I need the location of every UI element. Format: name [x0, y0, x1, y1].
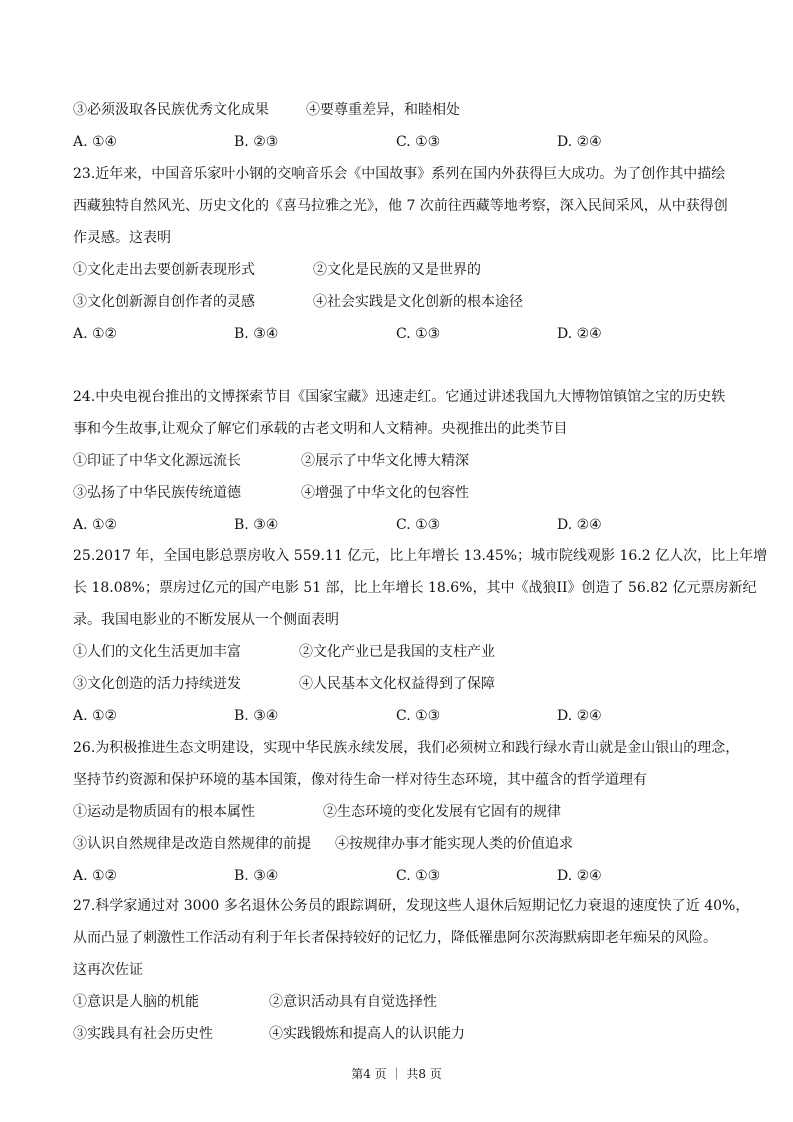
choice-b: B. ②③ [234, 134, 279, 150]
choice-b: B. ③④ [234, 868, 279, 884]
option-4: ④实践锻炼和提高人的认识能力 [269, 1026, 465, 1042]
choice-a: A. ①④ [73, 134, 118, 150]
question-23-line-2: 西藏独特自然风光、历史文化的《喜马拉雅之光》，他 7 次前往西藏等地考察，深入民间采风，从中获得创 [73, 198, 728, 214]
option-3: ③文化创新源自创作者的灵感 [73, 294, 255, 310]
question-25-line-3: 录。我国电影业的不断发展从一个侧面表明 [73, 612, 339, 628]
option-3: ③文化创造的活力持续迸发 [73, 676, 241, 692]
choice-a: A. ①② [73, 868, 118, 884]
choice-c: C. ①③ [396, 868, 441, 884]
question-23-line-3: 作灵感。这表明 [73, 230, 171, 246]
choice-d: D. ②④ [557, 868, 602, 884]
choice-d: D. ②④ [557, 517, 602, 533]
choice-d: D. ②④ [557, 326, 602, 342]
choice-c: C. ①③ [396, 517, 441, 533]
option-2: ②文化是民族的又是世界的 [313, 262, 481, 278]
question-27-line-1: 27.科学家通过对 3000 多名退休公务员的跟踪调研，发现这些人退休后短期记忆力衰退的速度快了近 40%， [73, 898, 750, 914]
option-4: ④人民基本文化权益得到了保障 [299, 676, 495, 692]
question-25-line-1: 25.2017 年，全国电影总票房收入 559.11 亿元，比上年增长 13.45%；城市院线观影 16.2 亿人次，比上年增 [73, 548, 768, 564]
option-1: ①印证了中华文化源远流长 [73, 453, 241, 469]
choice-c: C. ①③ [396, 708, 441, 724]
question-27-line-3: 这再次佐证 [73, 962, 143, 978]
option-3: ③实践具有社会历史性 [73, 1026, 213, 1042]
question-26-line-2: 坚持节约资源和保护环境的基本国策，像对待生命一样对待生态环境，其中蕴含的哲学道理有 [73, 772, 647, 788]
option-1: ①意识是人脑的机能 [73, 994, 199, 1010]
question-26-line-1: 26.为积极推进生态文明建设，实现中华民族永续发展，我们必须树立和践行绿水青山就是金山银山的理念， [73, 740, 740, 756]
choice-a: A. ①② [73, 326, 118, 342]
choice-c: C. ①③ [396, 326, 441, 342]
option-2: ②展示了中华文化博大精深 [301, 453, 469, 469]
option-3: ③弘扬了中华民族传统道德 [73, 485, 241, 501]
choice-d: D. ②④ [557, 134, 602, 150]
choice-a: A. ①② [73, 708, 118, 724]
option-4: ④要尊重差异，和睦相处 [306, 102, 460, 118]
choice-b: B. ③④ [234, 708, 279, 724]
choice-b: B. ③④ [234, 326, 279, 342]
option-4: ④增强了中华文化的包容性 [301, 485, 469, 501]
choice-c: C. ①③ [396, 134, 441, 150]
option-1: ①人们的文化生活更加丰富 [73, 644, 241, 660]
option-2: ②意识活动具有自觉选择性 [269, 994, 437, 1010]
option-3: ③必须汲取各民族优秀文化成果 [73, 102, 269, 118]
option-3: ③认识自然规律是改造自然规律的前提 [73, 836, 311, 852]
question-27-line-2: 从而凸显了刺激性工作活动有利于年长者保持较好的记忆力，降低罹患阿尔茨海默病即老年痴呆的风险。 [73, 930, 717, 946]
choice-d: D. ②④ [557, 708, 602, 724]
option-4: ④按规律办事才能实现人类的价值追求 [335, 836, 573, 852]
option-2: ②生态环境的变化发展有它固有的规律 [323, 804, 561, 820]
question-25-line-2: 长 18.08%；票房过亿元的国产电影 51 部，比上年增长 18.6%，其中《战狼II》创造了 56.82 亿元票房新纪 [73, 580, 757, 596]
question-24-line-1: 24.中央电视台推出的文博探索节目《国家宝藏》迅速走红。它通过讲述我国九大博物馆镇馆之宝的历史轶 [73, 389, 726, 405]
option-4: ④社会实践是文化创新的根本途径 [313, 294, 523, 310]
option-2: ②文化产业已是我国的支柱产业 [299, 644, 495, 660]
choice-b: B. ③④ [234, 517, 279, 533]
choice-a: A. ①② [73, 517, 118, 533]
option-1: ①运动是物质固有的根本属性 [73, 804, 255, 820]
question-24-line-2: 事和今生故事,让观众了解它们承载的古老文明和人文精神。央视推出的此类节目 [73, 421, 568, 437]
option-1: ①文化走出去要创新表现形式 [73, 262, 255, 278]
page-footer: 第4 页 ｜ 共8 页 [351, 1067, 442, 1081]
question-23-line-1: 23.近年来，中国音乐家叶小钢的交响音乐会《中国故事》系列在国内外获得巨大成功。为了创作其中描绘 [73, 166, 726, 182]
